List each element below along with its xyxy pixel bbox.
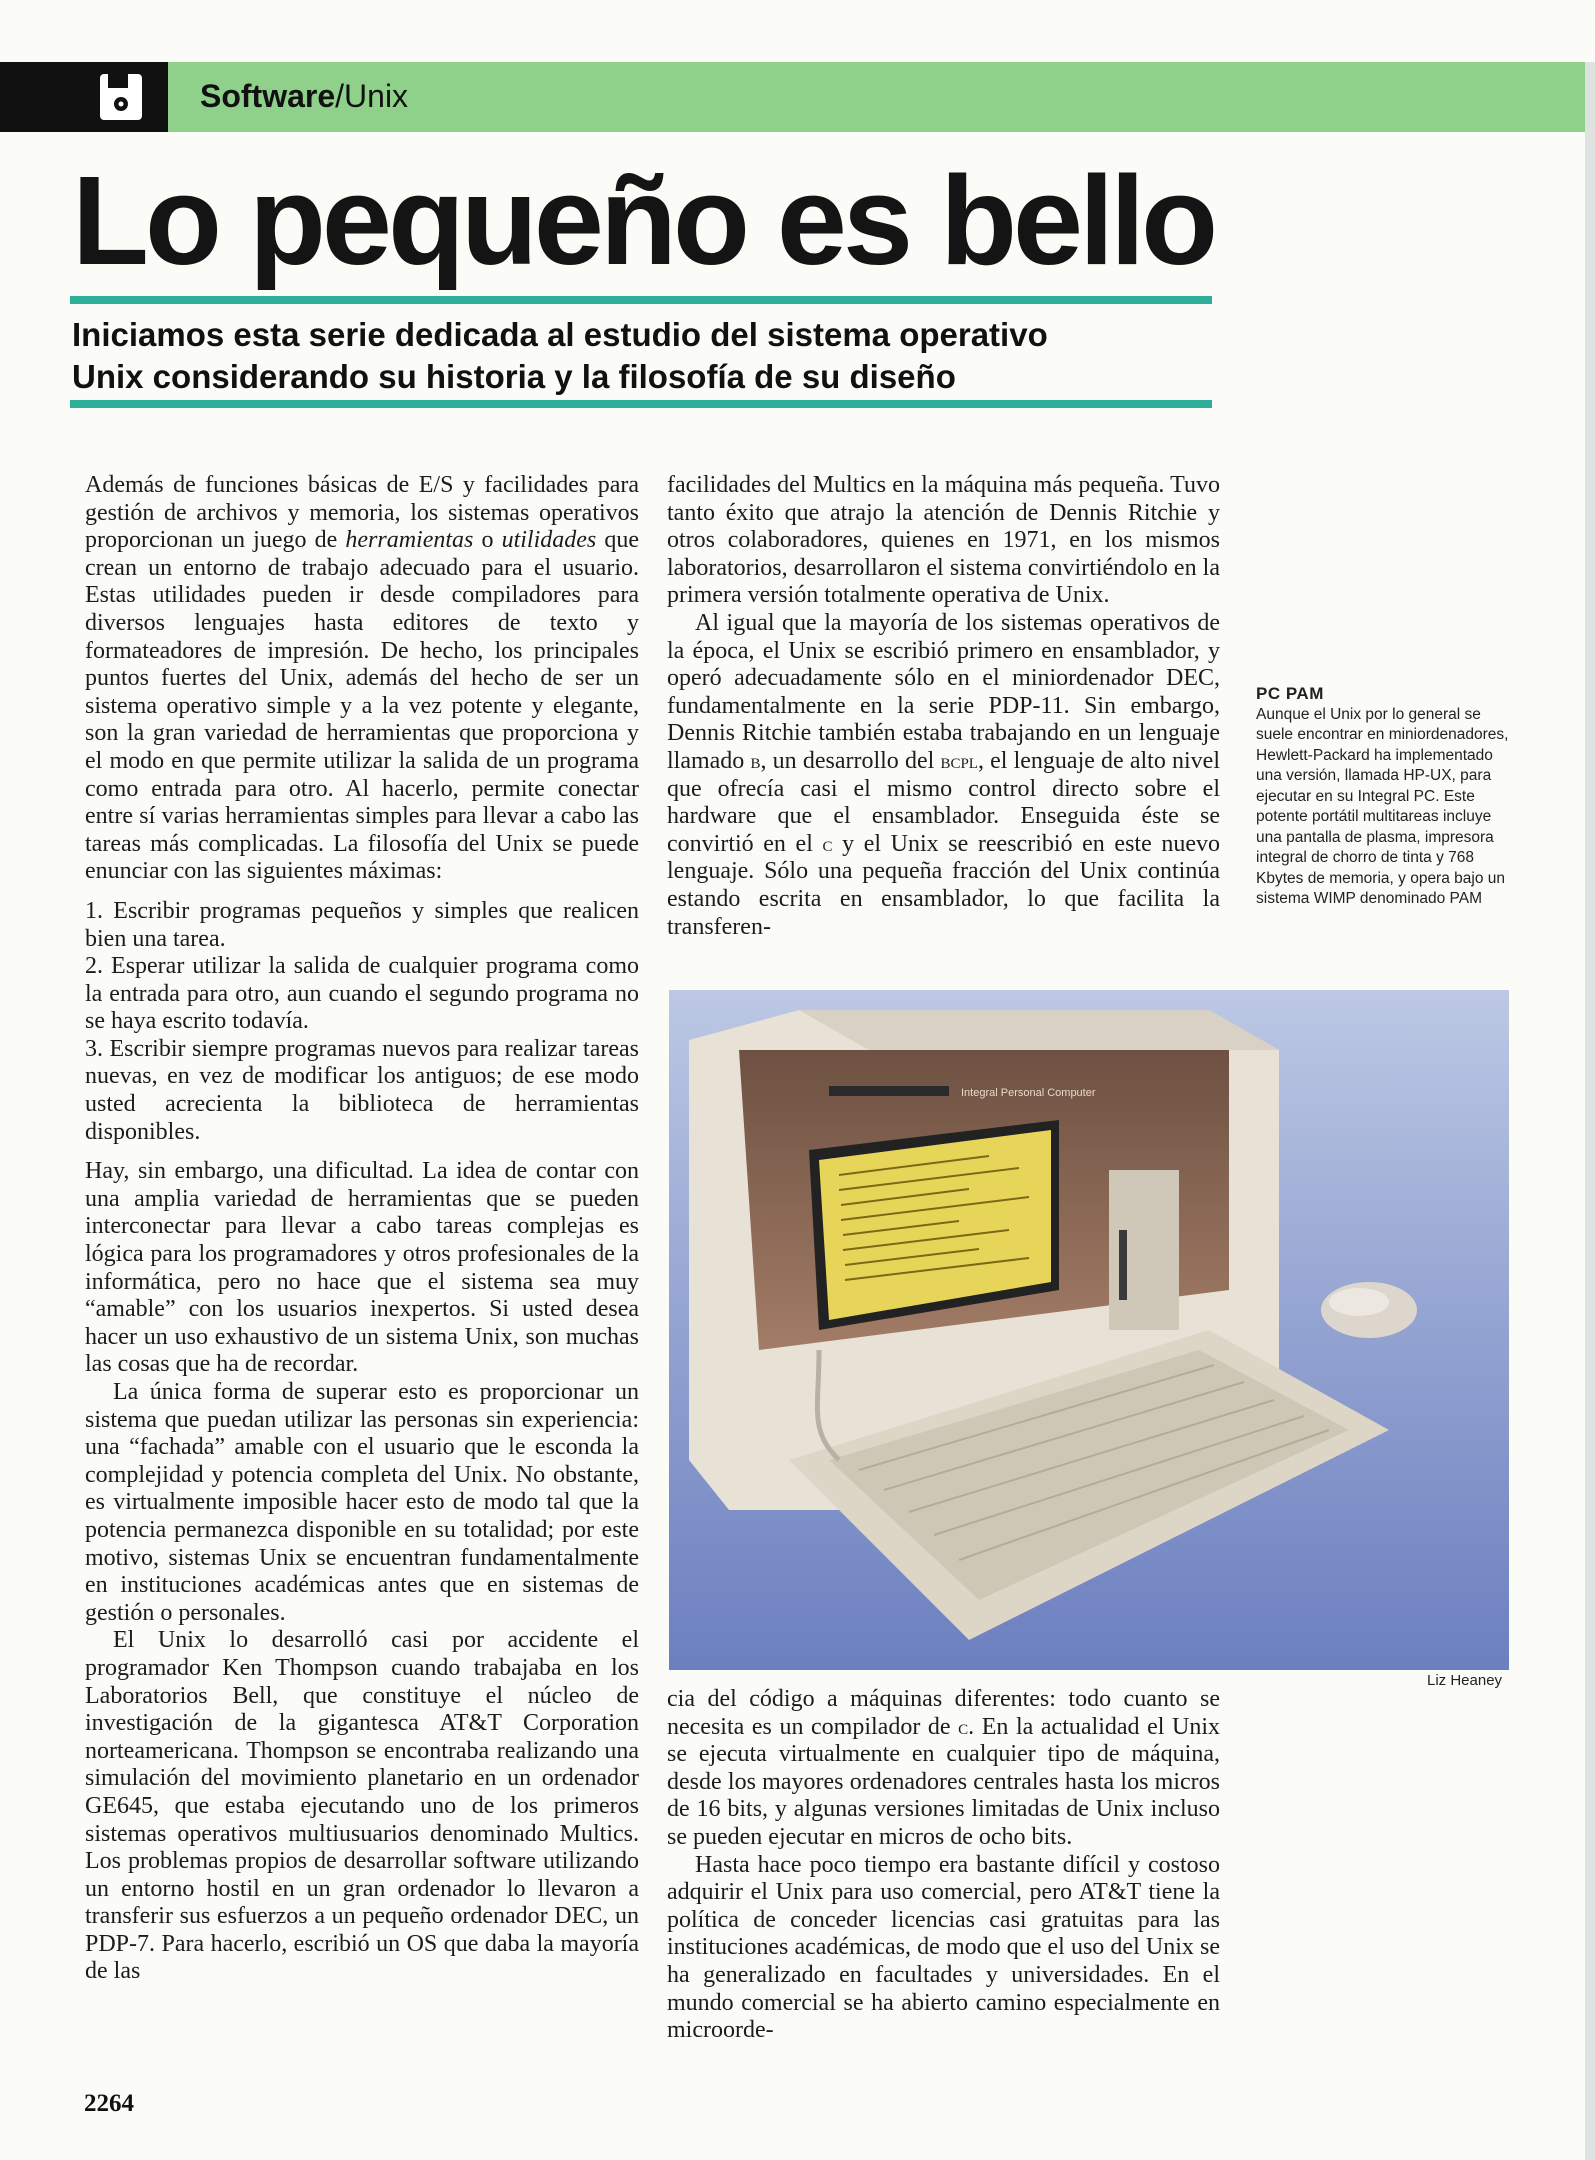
text-run: , un desarrollo del — [760, 747, 941, 774]
paragraph: El Unix lo desarrolló casi por accidente el programador Ken Thompson cuando trabajaba en los Laboratorios Bell, que constituye el núcleo de investigación de la gigantesca AT&T Corporation norteamericana. Thompson se encontraba realizando una simulación del movimiento planetario en un ordenador GE645, que estaba ejecutando uno de los primeros sistemas operativos multiusuarios denominado Multics. Los problemas propios de desarrollar software utilizando un entorno hostil en un gran ordenador lo llevaron a transferir sus esfuerzos a un pequeño ordenador DEC, un PDP-7. Para hacerlo, escribió un OS que daba la mayoría de las — [85, 1627, 639, 1985]
list-item: 2. Esperar utilizar la salida de cualquier programa como la entrada para otro, aun cuando el segundo programa no se haya escrito todavía. — [85, 953, 639, 1035]
small-caps: c — [958, 1714, 969, 1739]
subtitle-line-1: Iniciamos esta serie dedicada al estudio del sistema operativo — [72, 316, 1048, 353]
paragraph — [667, 610, 1220, 941]
mouse-highlight — [1329, 1288, 1389, 1316]
article-title: Lo pequeño es bello — [72, 150, 1215, 291]
small-caps: bcpl — [940, 748, 978, 773]
section-label-rest: /Unix — [335, 78, 409, 114]
body-column-right-bottom — [667, 1686, 1220, 2045]
text-run: o — [473, 527, 502, 554]
text-run: Además de funciones básicas de E/S y facilidades para gestión de archivos y memoria, los sistemas operativos proporcionan un juego de — [85, 472, 639, 554]
small-caps: b — [750, 748, 761, 773]
hp-badge — [829, 1086, 949, 1096]
photo-caption — [1256, 684, 1516, 910]
small-caps: c — [822, 831, 833, 856]
list-item: 3. Escribir siempre programas nuevos para realizar tareas nuevas, en vez de modificar los antiguos; de ese modo usted acrecienta la biblioteca de herramientas disponibles. — [85, 1035, 639, 1145]
page-edge — [1585, 62, 1595, 2160]
rule-bottom — [70, 400, 1212, 408]
caption-text: Aunque el Unix por lo general se suele encontrar en miniordenadores, Hewlett-Packard ha implementado una versión, llamada HP-UX, para ejecutar en su Integral PC. Este potente portátil multitareas incluye una pantalla de plasma, impresora integral de chorro de tinta y 768 Kbytes de memoria, y opera bajo un sistema WIMP denominado PAM — [1256, 705, 1509, 907]
floppy-disk-icon — [98, 72, 144, 122]
body-column-right-top — [667, 472, 1220, 941]
paragraph: Hay, sin embargo, una dificultad. La idea de contar con una amplia variedad de herramientas que se pueden interconectar para llevar a cabo tareas complejas es lógica para los programadores y otros profesionales de la informática, pero no hace que el sistema sea muy “amable” con los usuarios inexpertos. Si usted desea hacer un uso exhaustivo de un sistema Unix, son muchas las cosas que ha de recordar. — [85, 1158, 639, 1378]
maxims-list — [85, 898, 639, 1146]
section-label — [200, 78, 408, 115]
paragraph: La única forma de superar esto es proporcionar un sistema que puedan utilizar las personas sin experiencia: una “fachada” amable con el usuario que le esconda la complejidad y potencia completa del Unix. No obstante, es virtualmente imposible hacer esto de modo tal que la potencia permanezca disponible en su totalidad; por este motivo, sistemas Unix se encuentran fundamentalmente en instituciones académicas antes que en sistemas de gestión o personales. — [85, 1379, 639, 1626]
text-run: Al igual que la mayoría de los sistemas operativos de la época, el Unix se escribió primero en ensamblador, y operó adecuadamente sólo en el miniordenador DEC, fundamentalmente en la serie PDP-11. Sin embargo, Dennis Ritchie también estaba trabajando en un lenguaje llamado — [667, 609, 1220, 774]
rule-top — [70, 296, 1212, 304]
caption-title: PC PAM — [1256, 684, 1324, 703]
emphasis: utilidades — [501, 527, 597, 554]
paragraph — [667, 1686, 1220, 1852]
article-subtitle — [72, 314, 1212, 398]
page-number: 2264 — [84, 2090, 134, 2117]
computer-photo — [669, 990, 1509, 1670]
paragraph — [85, 472, 639, 886]
paragraph: Hasta hace poco tiempo era bastante difícil y costoso adquirir el Unix para uso comercial, pero AT&T tiene la política de conceder licencias casi gratuitas para las instituciones académicas, de modo que el uso del Unix se ha generalizado en facultades y universidades. En el mundo comercial se ha abierto camino especialmente en microorde- — [667, 1851, 1220, 2044]
list-item: 1. Escribir programas pequeños y simples que realicen bien una tarea. — [85, 897, 639, 952]
text-run: y el Unix se reescribió en este nuevo lenguaje. Sólo una pequeña fracción del Unix continúa estando escrita en ensamblador, lo que facilita la transferen- — [667, 830, 1221, 940]
machine-label: Integral Personal Computer — [961, 1087, 1096, 1099]
text-run: que crean un entorno de trabajo adecuado para el usuario. Estas utilidades pueden ir desde compiladores para diversos lenguajes hasta editores de texto y formateadores de impresión. De hecho, los principales puntos fuertes del Unix, además del hecho de ser un sistema operativo simple y a la vez potente y elegante, son la gran variedad de herramientas que proporciona y el modo en que permite utilizar la salida de un programa como entrada para otro. Al hacerlo, permite conectar entre sí varias herramientas simples para llevar a cabo las tareas más complicadas. La filosofía del Unix se puede enunciar con las siguientes máximas: — [85, 527, 640, 885]
photo-credit: Liz Heaney — [1427, 1672, 1503, 1689]
paragraph: facilidades del Multics en la máquina más pequeña. Tuvo tanto éxito que atrajo la atención de Dennis Ritchie y otros colaboradores, quienes en 1971, en los mismos laboratorios, desarrollaron el sistema convirtiéndolo en la primera versión totalmente operativa de Unix. — [667, 472, 1220, 609]
case-top — [799, 1010, 1279, 1050]
text-run: . En la actualidad el Unix se ejecuta virtualmente en cualquier tipo de máquina, desde los mayores ordenadores centrales hasta los micros de 16 bits, y algunas versiones limitadas de Unix incluso se pueden ejecutar en micros de ocho bits. — [667, 1713, 1221, 1850]
body-column-left — [85, 472, 639, 1986]
disk-drive-slot — [1119, 1230, 1127, 1300]
text-run: , el lenguaje de alto nivel que ofrecía casi el mismo control directo sobre el hardware que el ensamblador. Enseguida éste se convirtió en el — [667, 747, 1221, 857]
section-label-bold: Software — [200, 78, 336, 114]
subtitle-line-2: Unix considerando su historia y la filosofía de su diseño — [72, 358, 956, 395]
text-run: cia del código a máquinas diferentes: todo cuanto se necesita es un compilador de — [667, 1686, 1220, 1740]
emphasis: herramientas — [345, 527, 474, 554]
